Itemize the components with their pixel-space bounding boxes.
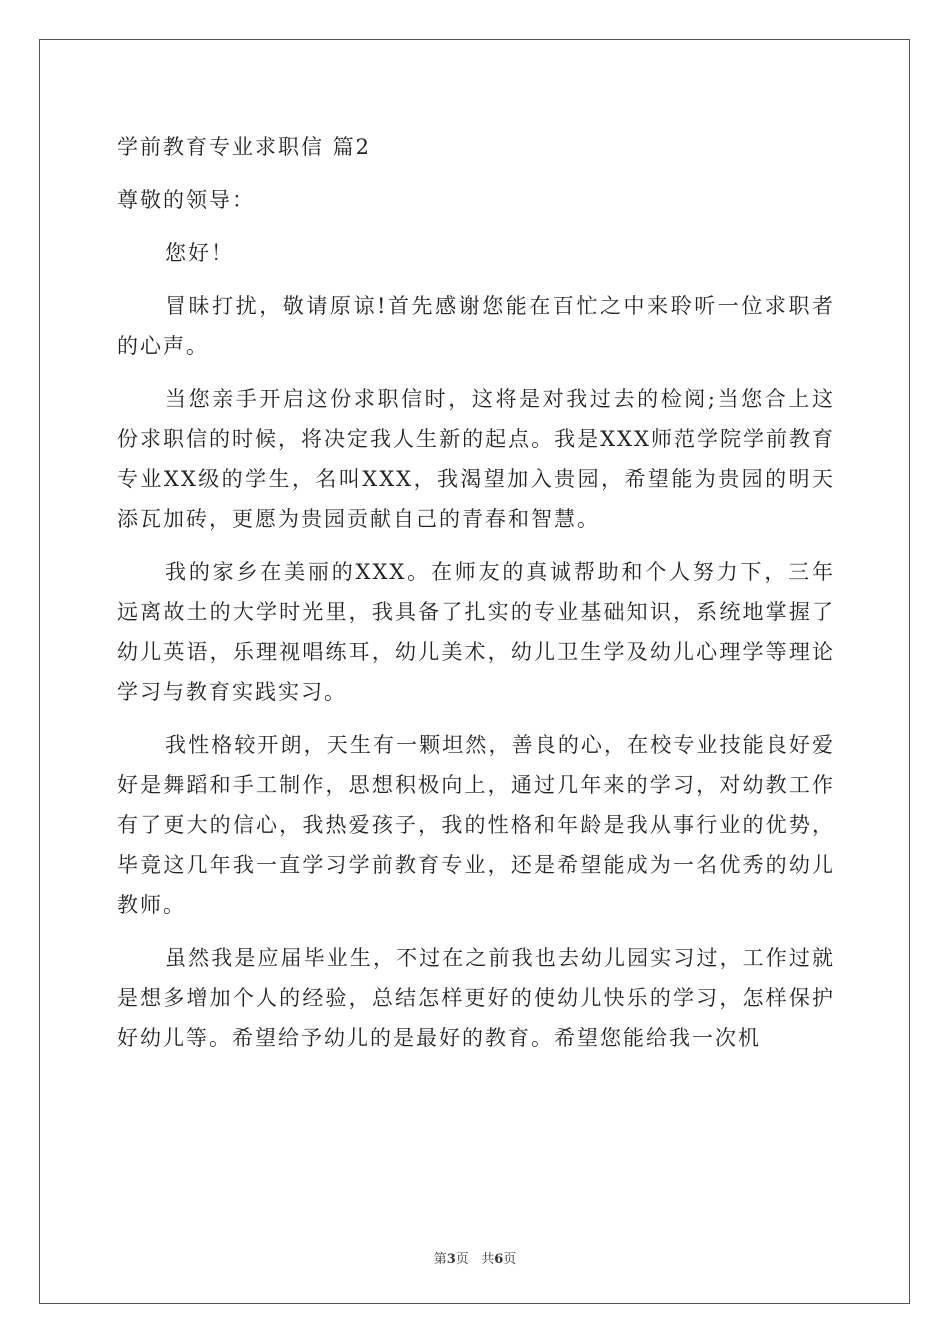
paragraph-greeting: 您好！ (165, 241, 234, 265)
salutation: 尊敬的领导： (117, 188, 255, 212)
paragraph-personality: 我性格较开朗，天生有一颗坦然，善良的心，在校专业技能良好爱好是舞蹈和手工制作，思想积极向上，通过几年来的学习，对幼教工作有了更大的信心，我热爱孩子，我的性格和年龄是我从事行业的优势，毕竟这几年我一直学习学前教育专业，还是希望能成为一名优秀的幼儿教师。 (117, 733, 835, 917)
document-title: 学前教育专业求职信 篇2 (117, 135, 372, 159)
total-suffix: 页 (503, 1252, 517, 1267)
paragraph-introduction: 当您亲手开启这份求职信时，这将是对我过去的检阅;当您合上这份求职信的时候，将决定我人生新的起点。我是XXX师范学院学前教育专业XX级的学生，名叫XXX，我渴望加入贵园，希望能为贵园的明天添瓦加砖，更愿为贵园贡献自己的青春和智慧。 (117, 387, 835, 531)
letter-body (117, 127, 835, 1071)
paragraph-experience: 虽然我是应届毕业生，不过在之前我也去幼儿园实习过，工作过就是想多增加个人的经验，总结怎样更好的使幼儿快乐的学习，怎样保护好幼儿等。希望给予幼儿的是最好的教育。希望您能给我一次机 (117, 946, 835, 1050)
page-total: 6 (494, 1252, 504, 1267)
page-current: 3 (446, 1252, 456, 1267)
page-footer (0, 1248, 950, 1267)
page-prefix: 第 (433, 1252, 447, 1267)
page-suffix: 页 (455, 1252, 469, 1267)
paragraph-apology: 冒昧打扰，敬请原谅!首先感谢您能在百忙之中来聆听一位求职者的心声。 (117, 294, 835, 358)
paragraph-education: 我的家乡在美丽的XXX。在师友的真诚帮助和个人努力下，三年远离故土的大学时光里，我具备了扎实的专业基础知识，系统地掌握了幼儿英语，乐理视唱练耳，幼儿美术，幼儿卫生学及幼儿心理学等理论学习与教育实践实习。 (117, 560, 835, 704)
total-prefix: 共 (481, 1252, 495, 1267)
